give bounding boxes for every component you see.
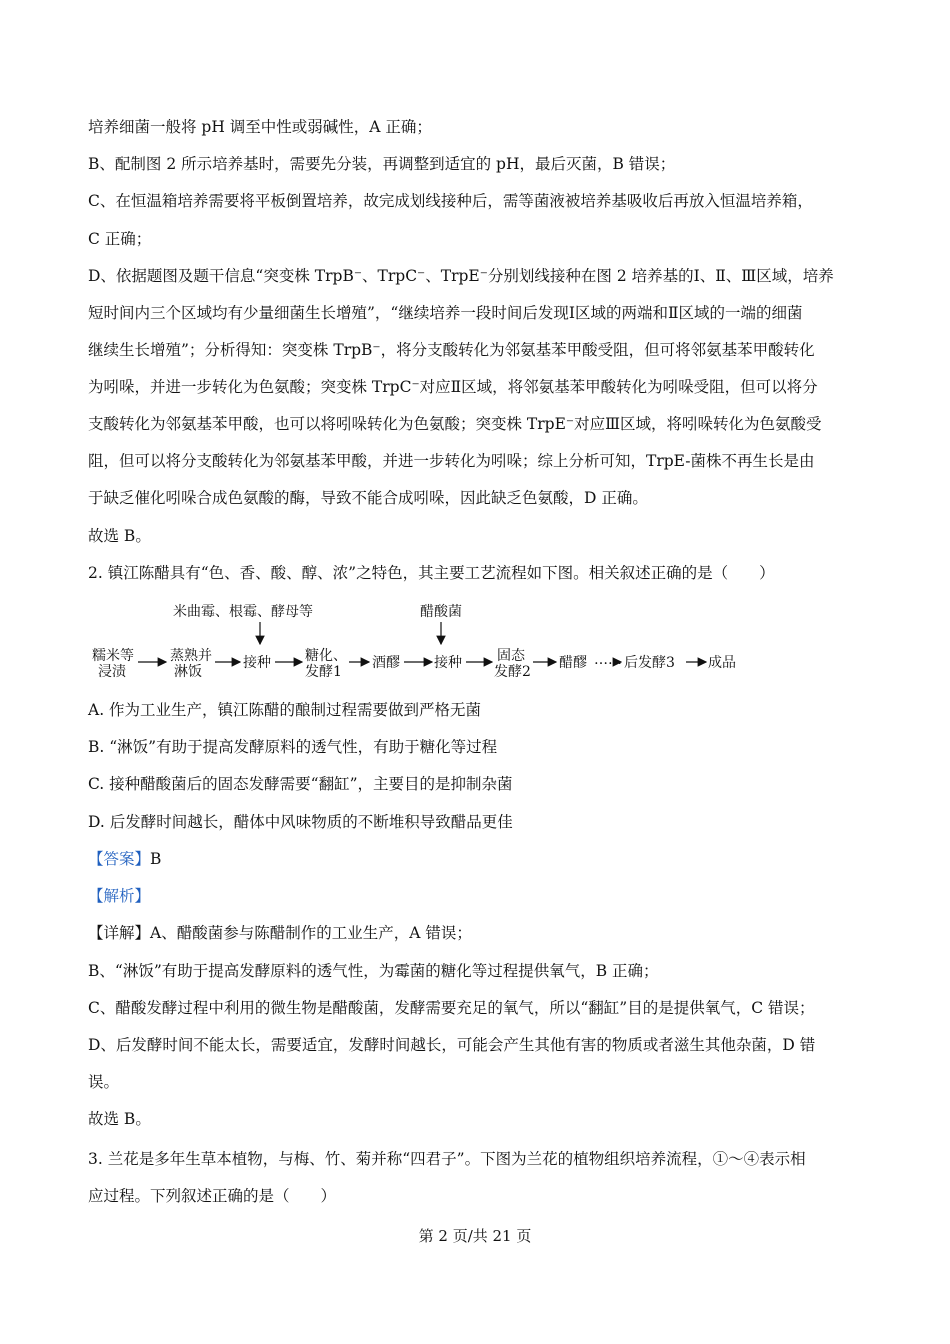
step-solid-ferment-2: 发酵2 [494,664,531,680]
step-soak-1: 糯米等 [92,648,134,664]
question-3-stem: 3. 兰花是多年生草本植物，与梅、竹、菊并称“四君子”。下图为兰花的植物组织培养流程，①～④表示相 [88,1150,806,1168]
process-flow-diagram [86,598,746,684]
paragraph: B、配制图 2 所示培养基时，需要先分装，再调整到适宜的 pH，最后灭菌，B 错误； [88,155,676,173]
question-3-stem-cont: 应过程。下列叙述正确的是（ ） [88,1187,337,1205]
step-saccharify-1: 糖化、 [305,648,347,664]
step-inoculate-2: 接种 [434,655,462,671]
explanation-d-cont: 误。 [88,1073,120,1091]
answer-tag: 【答案】 [88,850,151,868]
explanation-c: C、醋酸发酵过程中利用的微生物是醋酸菌，发酵需要充足的氧气，所以“翻缸”目的是提供氧气，C 错误； [88,999,815,1017]
paragraph: 故选 B。 [88,527,151,545]
option-c: C. 接种醋酸菌后的固态发酵需要“翻缸”，主要目的是抑制杂菌 [88,775,513,793]
paragraph: 阻，但可以将分支酸转化为邻氨基苯甲酸，并进一步转化为吲哚；综上分析可知，TrpE-菌株不再生长是由 [88,452,815,470]
step-vinegar-mash: 醋醪 [559,655,587,671]
step-saccharify-2: 发酵1 [305,664,342,680]
answer-value: B [150,850,162,868]
page-footer: 第 2 页/共 21 页 [418,1227,532,1245]
ellipsis: …… [594,652,622,668]
step-soak-2: 浸渍 [98,664,126,680]
step-solid-ferment-1: 固态 [497,648,525,664]
step-product: 成品 [708,655,736,671]
step-steam-2: 淋饭 [174,664,202,680]
paragraph: D、依据题图及题干信息“突变株 TrpB⁻、TrpC⁻、TrpE⁻分别划线接种在图 2 培养基的Ⅰ、Ⅱ、Ⅲ区域，培养 [88,267,834,285]
step-inoculate-1: 接种 [243,655,271,671]
paragraph: 为吲哚，并进一步转化为色氨酸；突变株 TrpC⁻对应Ⅱ区域，将邻氨基苯甲酸转化为吲哚受阻，但可以将分 [88,378,818,396]
paragraph: 支酸转化为邻氨基苯甲酸，也可以将吲哚转化为色氨酸；突变株 TrpE⁻对应Ⅲ区域，将吲哚转化为色氨酸受 [88,415,822,433]
step-steam-1: 蒸熟并 [170,648,212,664]
top-label-molds: 米曲霉、根霉、酵母等 [173,604,313,620]
question-stem: 2. 镇江陈醋具有“色、香、酸、醇、浓”之特色，其主要工艺流程如下图。相关叙述正确的是（ ） [88,564,775,582]
step-wine-mash: 酒醪 [372,655,400,671]
paragraph: 继续生长增殖”；分析得知：突变株 TrpB⁻，将分支酸转化为邻氨基苯甲酸受阻，但可将邻氨基苯甲酸转化 [88,341,815,359]
paragraph: 于缺乏催化吲哚合成色氨酸的酶，导致不能合成吲哚，因此缺乏色氨酸，D 正确。 [88,489,648,507]
explanation-a: A、醋酸菌参与陈醋制作的工业生产，A 错误； [150,924,472,942]
detail-tag: 【详解】 [88,924,151,942]
step-post-ferment: 后发酵3 [624,655,675,671]
explanation-b: B、“淋饭”有助于提高发酵原料的透气性，为霉菌的糖化等过程提供氧气，B 正确； [88,962,659,980]
option-b: B. “淋饭”有助于提高发酵原料的透气性，有助于糖化等过程 [88,738,498,756]
paragraph: C 正确； [88,230,152,248]
conclusion: 故选 B。 [88,1110,151,1128]
explanation-line [88,922,472,944]
paragraph: 短时间内三个区域均有少量细菌生长增殖”，“继续培养一段时间后发现Ⅰ区域的两端和Ⅱ区域的一端的细菌 [88,304,803,322]
option-d: D. 后发酵时间越长，醋体中风味物质的不断堆积导致醋品更佳 [88,813,513,831]
option-a: A. 作为工业生产，镇江陈醋的酿制过程需要做到严格无菌 [88,701,482,719]
explanation-d: D、后发酵时间不能太长，需要适宜，发酵时间越长，可能会产生其他有害的物质或者滋生其他杂菌，D 错 [88,1036,816,1054]
paragraph: C、在恒温箱培养需要将平板倒置培养，故完成划线接种后，需等菌液被培养基吸收后再放入恒温培养箱， [88,192,813,210]
analysis-tag: 【解析】 [88,887,151,905]
paragraph: 培养细菌一般将 pH 调至中性或弱碱性，A 正确； [88,118,432,136]
top-label-acetobacter: 醋酸菌 [420,604,462,620]
answer-line [88,848,161,870]
